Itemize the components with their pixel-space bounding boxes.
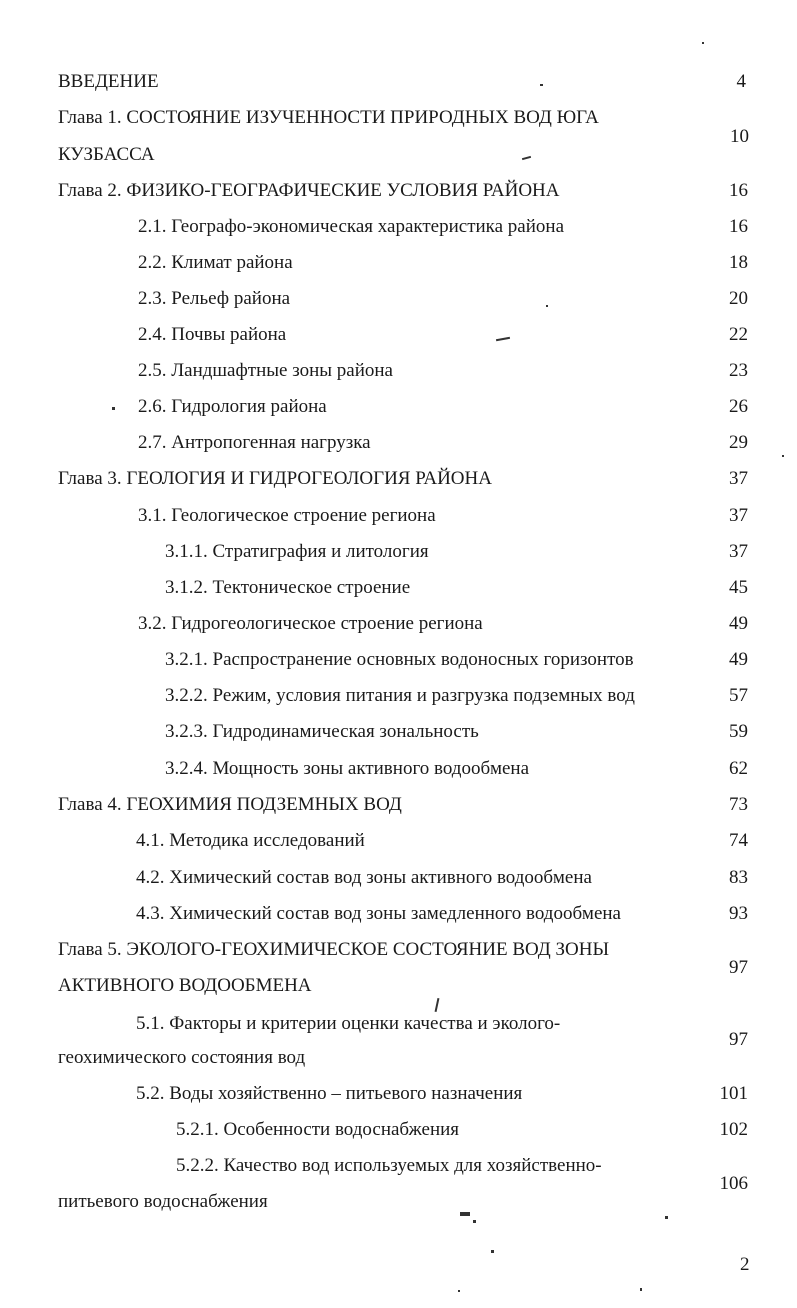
- toc-subsection: 3.1.2. Тектоническое строение: [165, 577, 411, 598]
- scan-speck: [496, 337, 510, 341]
- scan-speck: [435, 998, 440, 1012]
- scan-speck: [460, 1212, 470, 1216]
- toc-entry-page: 73: [729, 794, 748, 815]
- toc-entry-page: 18: [729, 252, 748, 273]
- toc-entry-page: 83: [729, 867, 748, 888]
- scan-speck: [458, 1290, 460, 1292]
- toc-entry-page: 62: [729, 758, 748, 779]
- toc-entry-page: 59: [729, 721, 748, 742]
- toc-entry-text: ВВЕДЕНИЕ: [58, 71, 159, 92]
- toc-entry-page: 37: [729, 468, 748, 489]
- toc-entry-page: 74: [729, 830, 748, 851]
- toc-chapter-4: Глава 4. ГЕОХИМИЯ ПОДЗЕМНЫХ ВОД: [58, 794, 402, 815]
- toc-subsection: 5.2.2. Качество вод используемых для хозяйственно-: [176, 1155, 602, 1176]
- toc-chapter-5-cont: АКТИВНОГО ВОДООБМЕНА: [58, 975, 312, 996]
- toc-chapter-5: Глава 5. ЭКОЛОГО-ГЕОХИМИЧЕСКОЕ СОСТОЯНИЕ ВОД ЗОНЫ: [58, 939, 610, 960]
- toc-section: 2.4. Почвы района: [138, 324, 287, 345]
- toc-entry-page: 57: [729, 685, 748, 706]
- scan-speck: [540, 84, 543, 86]
- toc-entry-page: 23: [729, 360, 748, 381]
- toc-entry-page: 22: [729, 324, 748, 345]
- toc-chapter-1: Глава 1. СОСТОЯНИЕ ИЗУЧЕННОСТИ ПРИРОДНЫХ ВОД ЮГА: [58, 107, 599, 128]
- toc-section: 2.3. Рельеф района: [138, 288, 291, 309]
- toc-subsection: 3.1.1. Стратиграфия и литология: [165, 541, 429, 562]
- toc-entry-page: 16: [729, 180, 748, 201]
- toc-entry-page: 97: [729, 1029, 748, 1050]
- toc-chapter-3: Глава 3. ГЕОЛОГИЯ И ГИДРОГЕОЛОГИЯ РАЙОНА: [58, 468, 492, 489]
- toc-section: 4.3. Химический состав вод зоны замедленного водообмена: [136, 903, 621, 924]
- scan-speck: [546, 305, 548, 307]
- scan-speck: [640, 1288, 642, 1291]
- scan-speck: [782, 455, 784, 457]
- toc-entry-page: 97: [729, 957, 748, 978]
- toc-chapter-2: Глава 2. ФИЗИКО-ГЕОГРАФИЧЕСКИЕ УСЛОВИЯ РАЙОНА: [58, 180, 560, 201]
- toc-section: 2.5. Ландшафтные зоны района: [138, 360, 393, 381]
- toc-chapter-1-cont: КУЗБАССА: [58, 144, 155, 165]
- toc-entry-page: 37: [729, 505, 748, 526]
- toc-entry-page: 16: [729, 216, 748, 237]
- toc-entry-page: 45: [729, 577, 748, 598]
- toc-section: 5.2. Воды хозяйственно – питьевого назначения: [136, 1083, 523, 1104]
- toc-entry-page: 20: [729, 288, 748, 309]
- toc-entry-page: 106: [719, 1173, 748, 1194]
- toc-section: 4.1. Методика исследований: [136, 830, 365, 851]
- toc-entry-page: 26: [729, 396, 748, 417]
- toc-entry-page: 49: [729, 613, 748, 634]
- toc-section: 2.2. Климат района: [138, 252, 293, 273]
- toc-section-cont: геохимического состояния вод: [58, 1047, 306, 1068]
- toc-section: 5.1. Факторы и критерии оценки качества и эколого-: [136, 1013, 561, 1034]
- toc-subsection: 3.2.3. Гидродинамическая зональность: [165, 721, 479, 742]
- scan-speck: [473, 1220, 476, 1223]
- scan-speck: [702, 42, 704, 44]
- toc-entry-page: 29: [729, 432, 748, 453]
- toc-entry-page: 93: [729, 903, 748, 924]
- scan-speck: [112, 407, 115, 410]
- toc-section: 2.1. Географо-экономическая характеристика района: [138, 216, 564, 237]
- toc-subsection: 3.2.2. Режим, условия питания и разгрузка подземных вод: [165, 685, 635, 706]
- toc-entry-page: 4: [736, 71, 746, 92]
- toc-entry-page: 101: [719, 1083, 748, 1104]
- toc-subsection-cont: питьевого водоснабжения: [58, 1191, 268, 1212]
- toc-subsection: 5.2.1. Особенности водоснабжения: [176, 1119, 460, 1140]
- toc-section: 4.2. Химический состав вод зоны активного водообмена: [136, 867, 592, 888]
- scan-speck: [491, 1250, 494, 1253]
- toc-entry-page: 102: [719, 1119, 748, 1140]
- toc-subsection: 3.2.1. Распространение основных водоносных горизонтов: [165, 649, 634, 670]
- scan-speck: [522, 156, 531, 160]
- toc-section: 2.6. Гидрология района: [138, 396, 327, 417]
- toc-section: 3.2. Гидрогеологическое строение региона: [138, 613, 483, 634]
- toc-entry-page: 10: [730, 126, 749, 147]
- toc-section: 3.1. Геологическое строение региона: [138, 505, 436, 526]
- scan-speck: [665, 1216, 668, 1219]
- toc-section: 2.7. Антропогенная нагрузка: [138, 432, 371, 453]
- toc-entry-page: 37: [729, 541, 748, 562]
- toc-entry-page: 49: [729, 649, 748, 670]
- page-number: 2: [740, 1254, 750, 1275]
- toc-subsection: 3.2.4. Мощность зоны активного водообмена: [165, 758, 530, 779]
